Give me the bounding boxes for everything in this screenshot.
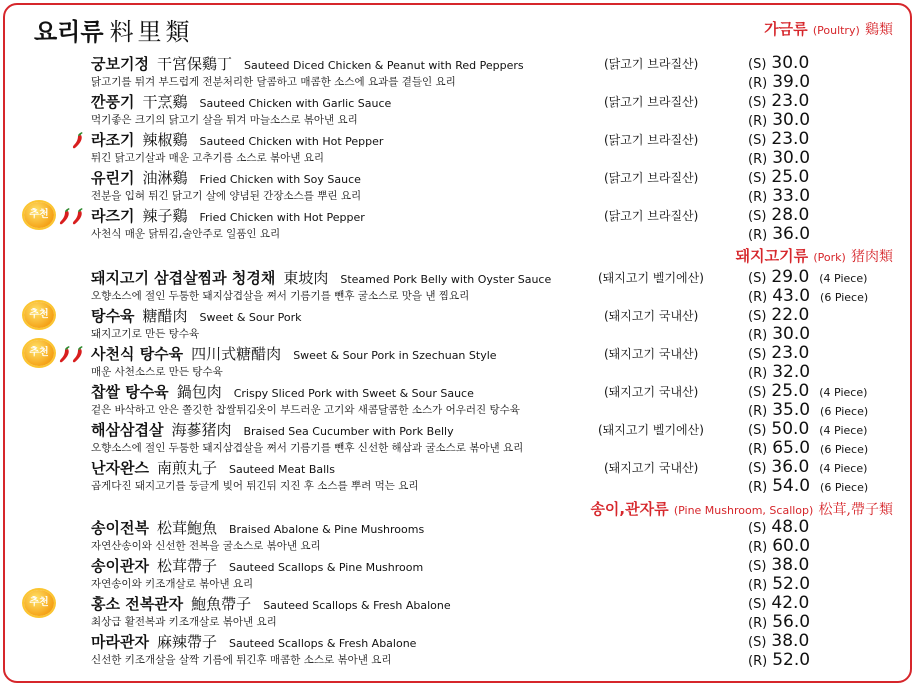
menu-item (0, 556, 917, 594)
dish-name-hanja: 干宮保鷄丁 (156, 55, 232, 73)
price-regular (748, 401, 868, 419)
dish-origin: (돼지고기 국내산) (604, 461, 699, 475)
dish-description: 겉은 바삭하고 안은 쫄깃한 찹쌀튀김옷이 부드러운 고기와 새콤달콤한 소스가 어우러진 탕수육 (91, 404, 520, 416)
price-size: (S) (748, 133, 767, 148)
dish-description: 최상급 활전복과 키조개살로 볶아낸 요리 (91, 616, 277, 628)
price-amount: 52.0 (772, 650, 811, 670)
price-amount: 39.0 (772, 72, 811, 92)
price-amount: 23.0 (771, 91, 810, 111)
price-size: (R) (748, 540, 768, 555)
chili-pepper-icon (72, 207, 84, 225)
price-regular (748, 651, 810, 669)
dish-description: 오향소스에 절인 두툼한 돼지삼겹살을 쪄서 기름기를 뺀후 신선한 해삼과 굴소스로 볶아낸 요리 (91, 442, 524, 454)
dish-name-korean: 송이관자 (91, 557, 149, 575)
price-pieces: (6 Piece) (820, 291, 869, 304)
price-amount: 38.0 (771, 631, 810, 651)
price-pieces: (4 Piece) (819, 386, 868, 399)
price-regular (748, 575, 810, 593)
dish-name-hanja: 松茸帶子 (156, 557, 217, 575)
dish-name-english: Sauteed Chicken with Garlic Sauce (199, 97, 392, 110)
dish-origin: (돼지고기 국내산) (604, 385, 699, 399)
price-size: (S) (748, 521, 767, 536)
dish-description: 먹기좋은 크기의 닭고기 살을 튀겨 마늘소스로 볶아낸 요리 (91, 114, 358, 126)
dish-name-korean: 난자완스 (91, 459, 149, 477)
dish-origin: (돼지고기 국내산) (604, 309, 699, 323)
dish-name-english: Sweet & Sour Pork in Szechuan Style (293, 349, 497, 362)
recommended-badge: 추천 (24, 590, 54, 616)
price-amount: 52.0 (772, 574, 811, 594)
price-amount: 36.0 (771, 457, 810, 477)
chili-pepper-icon (72, 131, 84, 149)
price-small (748, 632, 809, 650)
dish-name-english: Sauteed Scallops & Pine Mushroom (228, 561, 424, 574)
dish-name-hanja: 海蔘猪肉 (171, 421, 232, 439)
dish-name-english: Braised Sea Cucumber with Pork Belly (243, 425, 454, 438)
price-small (748, 594, 809, 612)
price-amount: 42.0 (771, 593, 810, 613)
price-size: (R) (748, 152, 768, 167)
price-size: (R) (748, 290, 768, 305)
dish-name-korean: 마라관자 (91, 633, 149, 651)
dish-origin: (돼지고기 벨기에산) (598, 271, 704, 285)
dish-origin: (닭고기 브라질산) (604, 57, 699, 71)
dish-name-english: Sauteed Chicken with Hot Pepper (199, 135, 384, 148)
dish-name-line (91, 168, 361, 190)
price-size: (S) (748, 559, 767, 574)
price-regular (748, 363, 810, 381)
dish-name-english: Fried Chicken with Soy Sauce (199, 173, 361, 186)
price-amount: 25.0 (771, 167, 810, 187)
dish-name-english: Fried Chicken with Hot Pepper (199, 211, 365, 224)
price-regular (748, 73, 810, 91)
price-size: (R) (748, 480, 768, 495)
dish-name-line (91, 420, 454, 442)
price-amount: 23.0 (771, 343, 810, 363)
price-small (748, 130, 809, 148)
dish-name-line (91, 306, 301, 328)
dish-origin: (닭고기 브라질산) (604, 133, 699, 147)
dish-description: 오향소스에 절인 두툼한 돼지삼겹살을 쪄서 기름기를 뺀후 굴소스로 맛을 낸 찜요리 (91, 290, 470, 302)
dish-name-line (91, 556, 423, 578)
section-heading-english: (Poultry) (812, 24, 860, 37)
price-small (748, 206, 809, 224)
recommended-badge: 추천 (24, 302, 54, 328)
price-size: (S) (748, 635, 767, 650)
price-size: (R) (748, 616, 768, 631)
price-amount: 25.0 (771, 381, 810, 401)
price-pieces: (4 Piece) (819, 462, 868, 475)
price-size: (S) (748, 57, 767, 72)
price-pieces: (6 Piece) (820, 481, 869, 494)
dish-name-hanja: 辣子鷄 (142, 207, 188, 225)
price-amount: 60.0 (772, 536, 811, 556)
price-size: (S) (748, 423, 767, 438)
price-small (748, 518, 809, 536)
price-size: (S) (748, 461, 767, 476)
page-title-hanja: 料里類 (109, 18, 194, 46)
dish-description: 돼지고기로 만든 탕수육 (91, 328, 200, 340)
chili-pepper-icon (59, 345, 71, 363)
dish-name-korean: 유린기 (91, 169, 135, 187)
dish-description: 자연송이와 키조개살로 볶아낸 요리 (91, 578, 254, 590)
dish-name-english: Sauteed Scallops & Fresh Abalone (228, 637, 417, 650)
section-heading-korean: 송이,관자류 (590, 500, 669, 518)
price-amount: 35.0 (772, 400, 811, 420)
dish-origin: (돼지고기 벨기에산) (598, 423, 704, 437)
menu-item (0, 54, 917, 92)
chili-pepper-icon (59, 207, 71, 225)
menu-item (0, 344, 917, 382)
menu-item (0, 420, 917, 458)
price-small (748, 306, 809, 324)
price-amount: 56.0 (772, 612, 811, 632)
price-small (748, 54, 809, 72)
price-size: (R) (748, 404, 768, 419)
price-small (748, 168, 809, 186)
price-amount: 65.0 (772, 438, 811, 458)
price-regular (748, 613, 810, 631)
section-heading (764, 18, 893, 39)
dish-name-hanja: 南煎丸子 (156, 459, 217, 477)
price-size: (R) (748, 228, 768, 243)
dish-name-hanja: 辣椒鷄 (142, 131, 188, 149)
dish-description: 튀긴 닭고기살과 매운 고추기름 소스로 볶아낸 요리 (91, 152, 325, 164)
section-heading (736, 245, 893, 266)
price-size: (R) (748, 114, 768, 129)
section-heading-hanja: 鷄類 (865, 22, 893, 38)
price-pieces: (6 Piece) (820, 405, 869, 418)
dish-name-english: Crispy Sliced Pork with Sweet & Sour Sauce (233, 387, 474, 400)
dish-name-line (91, 92, 391, 114)
price-small (748, 420, 867, 438)
dish-name-hanja: 鍋包肉 (176, 383, 222, 401)
page-title (34, 12, 194, 47)
price-amount: 38.0 (771, 555, 810, 575)
menu-item (0, 518, 917, 556)
dish-name-korean: 송이전복 (91, 519, 149, 537)
section-heading-korean: 가금류 (764, 20, 808, 38)
dish-name-line (91, 632, 416, 654)
price-size: (R) (748, 76, 768, 91)
price-size: (R) (748, 366, 768, 381)
price-size: (R) (748, 442, 768, 457)
dish-name-korean: 라조기 (91, 131, 135, 149)
dish-description: 곱게다진 돼지고기를 둥글게 빚어 튀긴뒤 지진 후 소스를 뿌려 먹는 요리 (91, 480, 419, 492)
dish-origin: (닭고기 브라질산) (604, 171, 699, 185)
menu-item (0, 268, 917, 306)
dish-name-korean: 궁보기정 (91, 55, 149, 73)
dish-name-korean: 탕수육 (91, 307, 135, 325)
dish-description: 닭고기를 튀겨 부드럽게 전분처리한 달콤하고 매콤한 소스에 요과를 곁들인 요리 (91, 76, 456, 88)
dish-name-korean: 홍소 전복관자 (91, 595, 184, 613)
price-small (748, 556, 809, 574)
dish-name-hanja: 干烹鷄 (142, 93, 188, 111)
price-regular (748, 477, 868, 495)
price-pieces: (6 Piece) (820, 443, 869, 456)
menu-item (0, 458, 917, 496)
dish-name-line (91, 382, 474, 404)
price-regular (748, 225, 810, 243)
menu-item (0, 168, 917, 206)
price-regular (748, 111, 810, 129)
price-size: (R) (748, 654, 768, 669)
dish-origin: (닭고기 브라질산) (604, 95, 699, 109)
dish-description: 신선한 키조개살을 살짝 기름에 튀긴후 매콤한 소스로 볶아낸 요리 (91, 654, 392, 666)
recommended-badge: 추천 (24, 202, 54, 228)
dish-name-korean: 돼지고기 삼겹살찜과 청경채 (91, 269, 276, 287)
dish-origin: (돼지고기 국내산) (604, 347, 699, 361)
dish-name-english: Sauteed Scallops & Fresh Abalone (263, 599, 451, 612)
price-regular (748, 325, 810, 343)
dish-name-line (91, 344, 497, 366)
price-amount: 50.0 (771, 419, 810, 439)
dish-name-english: Steamed Pork Belly with Oyster Sauce (340, 273, 552, 286)
dish-name-korean: 깐풍기 (91, 93, 135, 111)
menu-item (0, 92, 917, 130)
price-size: (R) (748, 328, 768, 343)
dish-name-korean: 찹쌀 탕수육 (91, 383, 169, 401)
menu-item (0, 130, 917, 168)
price-amount: 32.0 (772, 362, 811, 382)
price-regular (748, 537, 810, 555)
menu-item (0, 382, 917, 420)
section-heading (590, 498, 893, 519)
dish-name-hanja: 油淋鷄 (142, 169, 188, 187)
dish-name-hanja: 東坡肉 (283, 269, 329, 287)
dish-name-line (91, 206, 365, 228)
dish-name-korean: 사천식 탕수육 (91, 345, 184, 363)
dish-name-english: Sweet & Sour Pork (199, 311, 302, 324)
price-regular (748, 187, 810, 205)
dish-name-hanja: 麻辣帶子 (156, 633, 217, 651)
price-pieces: (4 Piece) (819, 424, 868, 437)
menu-item (0, 206, 917, 244)
price-amount: 36.0 (772, 224, 811, 244)
section-heading-korean: 돼지고기류 (735, 247, 809, 265)
section-heading-english: (Pine Mushroom, Scallop) (673, 504, 814, 517)
dish-name-english: Sauteed Meat Balls (228, 463, 335, 476)
price-size: (S) (748, 385, 767, 400)
price-size: (S) (748, 95, 767, 110)
dish-description: 사천식 매운 닭튀김,술안주로 일품인 요리 (91, 228, 281, 240)
dish-name-line (91, 268, 551, 290)
dish-name-korean: 해삼삼겹살 (91, 421, 164, 439)
menu-item (0, 632, 917, 670)
menu-item (0, 306, 917, 344)
price-amount: 28.0 (771, 205, 810, 225)
price-pieces: (4 Piece) (819, 272, 868, 285)
price-size: (S) (748, 347, 767, 362)
price-amount: 43.0 (772, 286, 811, 306)
dish-name-english: Braised Abalone & Pine Mushrooms (228, 523, 425, 536)
price-amount: 30.0 (772, 148, 811, 168)
price-amount: 30.0 (772, 324, 811, 344)
price-small (748, 92, 809, 110)
price-regular (748, 287, 868, 305)
price-size: (S) (748, 271, 767, 286)
dish-name-english: Sauteed Diced Chicken & Peanut with Red Peppers (243, 59, 524, 72)
price-amount: 54.0 (772, 476, 811, 496)
dish-name-hanja: 四川式糖醋肉 (191, 345, 282, 363)
price-small (748, 458, 867, 476)
price-size: (S) (748, 309, 767, 324)
dish-description: 자연산송이와 신선한 전복을 굴소스로 볶아낸 요리 (91, 540, 321, 552)
price-amount: 22.0 (771, 305, 810, 325)
recommended-badge: 추천 (24, 340, 54, 366)
price-amount: 48.0 (771, 517, 810, 537)
dish-name-line (91, 518, 424, 540)
price-regular (748, 439, 868, 457)
dish-name-line (91, 458, 335, 480)
chili-pepper-icon (72, 345, 84, 363)
page-title-korean: 요리류 (34, 18, 104, 46)
price-amount: 23.0 (771, 129, 810, 149)
dish-name-hanja: 糖醋肉 (142, 307, 188, 325)
price-amount: 29.0 (771, 267, 810, 287)
dish-name-line (91, 130, 383, 152)
section-heading-hanja: 猪肉類 (851, 249, 893, 265)
dish-origin: (닭고기 브라질산) (604, 209, 699, 223)
price-amount: 33.0 (772, 186, 811, 206)
price-small (748, 268, 867, 286)
price-amount: 30.0 (771, 53, 810, 73)
dish-name-line (91, 54, 524, 76)
section-heading-english: (Pork) (813, 251, 846, 264)
price-size: (R) (748, 190, 768, 205)
dish-description: 매운 사천소스로 만든 탕수육 (91, 366, 223, 378)
price-size: (R) (748, 578, 768, 593)
price-regular (748, 149, 810, 167)
dish-name-korean: 라즈기 (91, 207, 135, 225)
dish-description: 전분을 입혀 튀긴 닭고기 살에 양념된 간장소스를 뿌린 요리 (91, 190, 362, 202)
price-small (748, 344, 809, 362)
menu-item (0, 594, 917, 632)
price-size: (S) (748, 209, 767, 224)
dish-name-line (91, 594, 451, 616)
price-amount: 30.0 (772, 110, 811, 130)
dish-name-hanja: 鮑魚帶子 (191, 595, 252, 613)
price-size: (S) (748, 597, 767, 612)
price-small (748, 382, 867, 400)
price-size: (S) (748, 171, 767, 186)
dish-name-hanja: 松茸鮑魚 (156, 519, 217, 537)
section-heading-hanja: 松茸,帶子類 (818, 502, 893, 518)
